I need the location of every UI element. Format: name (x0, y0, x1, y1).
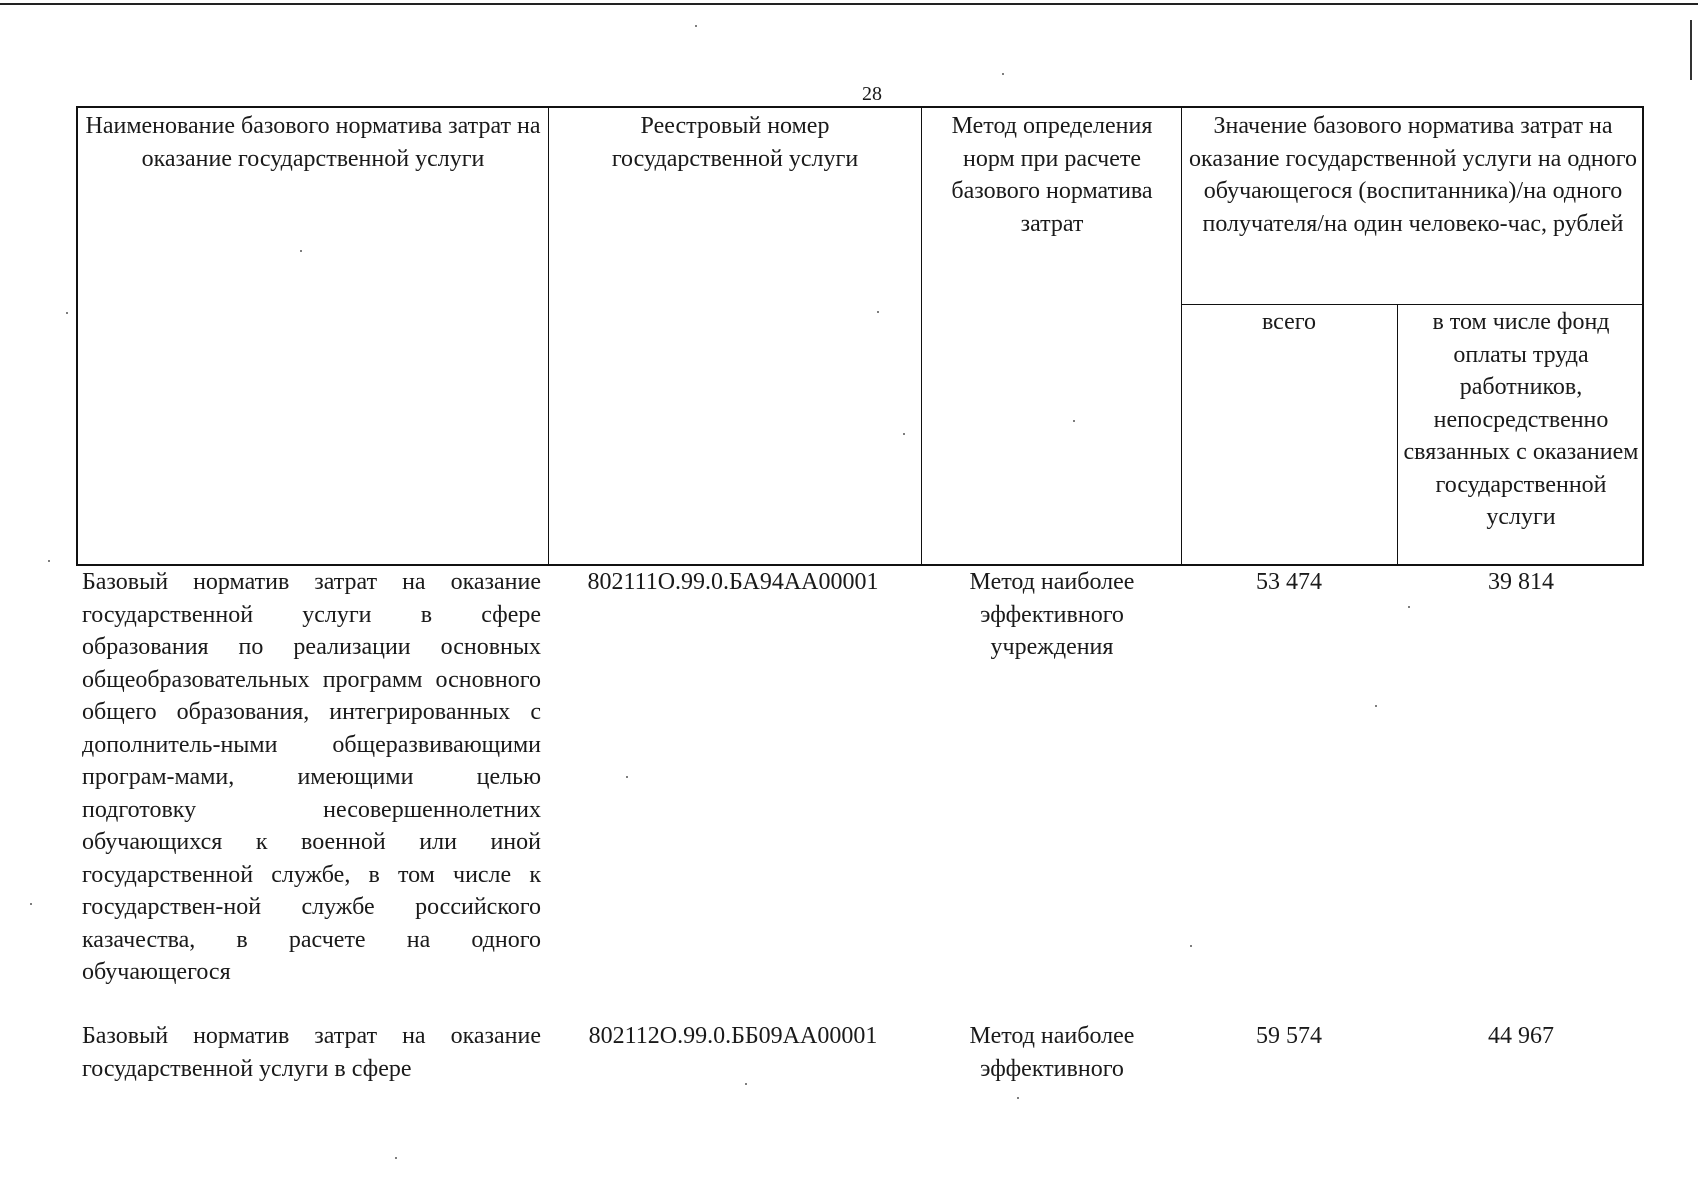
top-rule (0, 3, 1698, 5)
row-1-method: Метод наиболее эффективного учреждения (969, 569, 1135, 660)
row-1-salary: 39 814 (1488, 569, 1554, 595)
header-salary: в том числе фонд оплаты труда работников, непосредственно связанных с оказанием государственной услуги (1403, 309, 1639, 530)
scan-speck (66, 312, 68, 314)
scan-speck (1190, 945, 1192, 947)
scan-speck (395, 1157, 397, 1159)
column-divider (1397, 304, 1398, 566)
column-divider (921, 106, 922, 566)
scan-speck (1408, 606, 1410, 608)
scan-speck (1375, 705, 1377, 707)
scan-speck (877, 311, 879, 313)
scan-speck (30, 903, 32, 905)
scan-speck (1017, 1097, 1019, 1099)
header-name: Наименование базового норматива затрат на оказание государственной услуги (85, 113, 541, 172)
row-2-total: 59 574 (1256, 1023, 1322, 1049)
row-2-method: Метод наиболее эффективного (969, 1023, 1135, 1082)
scan-speck (626, 776, 628, 778)
scan-speck (1073, 420, 1075, 422)
row-divider (1181, 304, 1644, 305)
row-2-registry: 802112О.99.0.ББ09АА00001 (588, 1023, 878, 1049)
page-number: 28 (862, 83, 882, 105)
scan-speck (48, 560, 50, 562)
column-divider (1181, 106, 1182, 566)
scan-speck (695, 25, 697, 27)
scan-speck (745, 1083, 747, 1085)
scan-speck (300, 250, 302, 252)
row-1-name: Базовый норматив затрат на оказание государственной услуги в сфере образования по реализации основных общеобразовательных программ основного общего образования, интегрированных с дополнитель-ными общеразвивающими програм-мами, имеющими целью подготовку несовершеннолетних обучающихся к военной или иной государственной службе, в том числе к государствен-ной службе российского казачества, в расчете на одного обучающегося (82, 569, 541, 985)
column-divider (548, 106, 549, 566)
header-registry: Реестровый номер государственной услуги (611, 113, 859, 172)
scan-speck (1002, 73, 1004, 75)
row-1-registry: 802111О.99.0.БА94АА00001 (587, 569, 879, 595)
row-2-name: Базовый норматив затрат на оказание государственной услуги в сфере (82, 1023, 541, 1082)
scan-speck (903, 433, 905, 435)
row-2-salary: 44 967 (1488, 1023, 1554, 1049)
margin-mark (1690, 20, 1692, 80)
header-value: Значение базового норматива затрат на оказание государственной услуги на одного обучающегося (воспитанника)/на одного получателя/на один человеко-час, рублей (1189, 113, 1637, 237)
header-total: всего (1261, 309, 1317, 335)
header-method: Метод определения норм при расчете базового норматива затрат (951, 113, 1153, 237)
row-1-total: 53 474 (1256, 569, 1322, 595)
